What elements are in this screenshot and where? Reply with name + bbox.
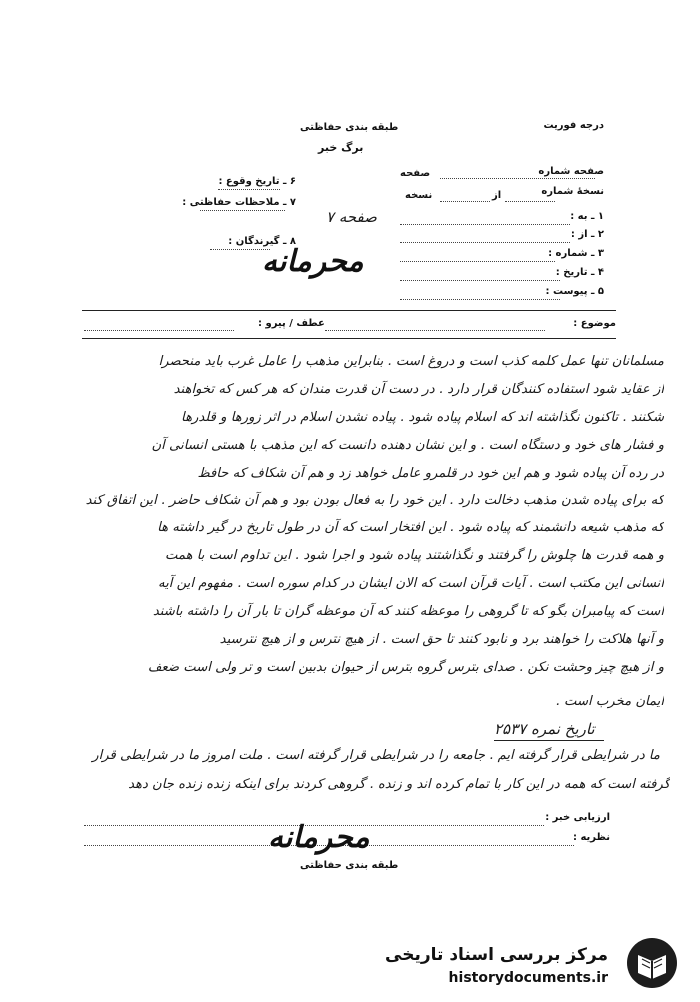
- body-line: در رده آن پیاده شود و هم این خود در قلمرو عامل خواهد زد و هم آن شکاف که حافظ: [197, 466, 664, 481]
- bottom-classification-stamp: محرمانه: [268, 820, 370, 855]
- body-line: شکنند . تاکنون نگذاشته اند که اسلام پیاده شود . پیاده نشدن اسلام در اثر زورها و قلدرها: [181, 410, 664, 425]
- field-security-notes: ۷ ـ ملاحظات حفاظتی :: [182, 197, 296, 208]
- copy-label: نسخه: [405, 190, 433, 201]
- body-line: و همه قدرت ها چلوش را گرفتند و نگذاشتند پیاده شود و اجرا شود . این تداوم است با همت: [165, 548, 664, 563]
- body-line: است که پیامبران بگو که تا گروهی را موعظه کنند که آن موعظه گران تا بار آن را داشته باشند: [152, 604, 664, 619]
- reference-label: عطف / پیرو :: [258, 318, 325, 329]
- field-to: ۱ ـ به :: [570, 211, 604, 222]
- body-line: و آنها هلاکت را خواهند برد و نابود کنند تا حق است . از هیچ نترس و از هیچ نترسید: [219, 632, 664, 647]
- watermark-url: historydocuments.ir: [448, 970, 608, 986]
- body-line: از عقاید شود استفاده کنندگان قرار دارد . در دست آن قدرت مندان که هر کس که تخواهند: [173, 382, 664, 397]
- opinion-label: نظریه :: [572, 832, 610, 843]
- body-line: ایمان مخرب است .: [555, 694, 664, 709]
- body-line: که مذهب شیعه دانشمند که پیاده شود . این افتخار است که آن در طول تاریخ در گیر داشته ها: [157, 520, 664, 535]
- handwritten-date-line: تاریخ نمره ۲۵۳۷: [494, 720, 595, 738]
- body-line: و فشار های خود و دستگاه است . و این نشان دهنده دانست که این مذهب با هستی انسانی آن: [151, 438, 664, 453]
- field-recipients: ۸ ـ گیرندگان :: [228, 236, 296, 247]
- watermark-title: مرکز بررسی اسناد تاریخی: [385, 945, 608, 965]
- field-number: ۳ ـ شماره :: [548, 248, 604, 259]
- field-date: ۴ ـ تاریخ :: [555, 267, 604, 278]
- assessment-label: ارزیابی خبر :: [545, 812, 610, 823]
- urgency-label: درجه فوریت: [543, 120, 604, 131]
- body-line: و از هیچ چیز وحشت نکن . صدای بترس گروه بترس از حیوان بدبین است و تر ولی است ضعف: [147, 660, 664, 675]
- classification-stamp: محرمانه: [262, 244, 364, 279]
- classification-title: طبقه بندی حفاظتی: [300, 122, 399, 133]
- of-label: از: [492, 190, 502, 201]
- body-line: انسانی این مکتب است . آیات قرآن است که الان ایشان در کدام سوره است . مفهوم این آیه: [158, 576, 664, 591]
- closing-line: گرفته است که همه در این کار با تمام کرده اند و زنده . گروهی کردند برای اینکه زنده زنده جان دهد: [128, 777, 670, 792]
- field-attachment: ۵ ـ پیوست :: [545, 286, 604, 297]
- body-line: مسلمانان تنها عمل کلمه کذب است و دروغ است . بنابراین مذهب را عامل غرب باید منحصرا: [158, 354, 664, 369]
- subject-label: موضوع :: [573, 318, 616, 329]
- book-logo-icon: [624, 935, 680, 991]
- field-from: ۲ ـ از :: [570, 229, 604, 240]
- footer-classification: طبقه بندی حفاظتی: [300, 860, 399, 871]
- copy-number-label: نسخهٔ شماره: [541, 186, 604, 197]
- page-number-label: صفحه شماره: [538, 166, 604, 177]
- page-label: صفحه: [400, 168, 431, 179]
- closing-line: ما در شرایطی قرار گرفته ایم . جامعه را در شرایطی قرار گرفته است . ملت امروز ما در شرایطی قرار: [92, 748, 660, 763]
- handwritten-page-note: صفحه ۷: [326, 208, 377, 226]
- body-line: که برای پیاده شدن مذهب دخالت دارد . این خود را به فعال بودن بود و هم آن شکاف حاضر . این اتفاق کند: [85, 493, 664, 508]
- form-title: برگ خبر: [318, 141, 364, 154]
- field-event-date: ۶ ـ تاریخ وقوع :: [218, 176, 296, 187]
